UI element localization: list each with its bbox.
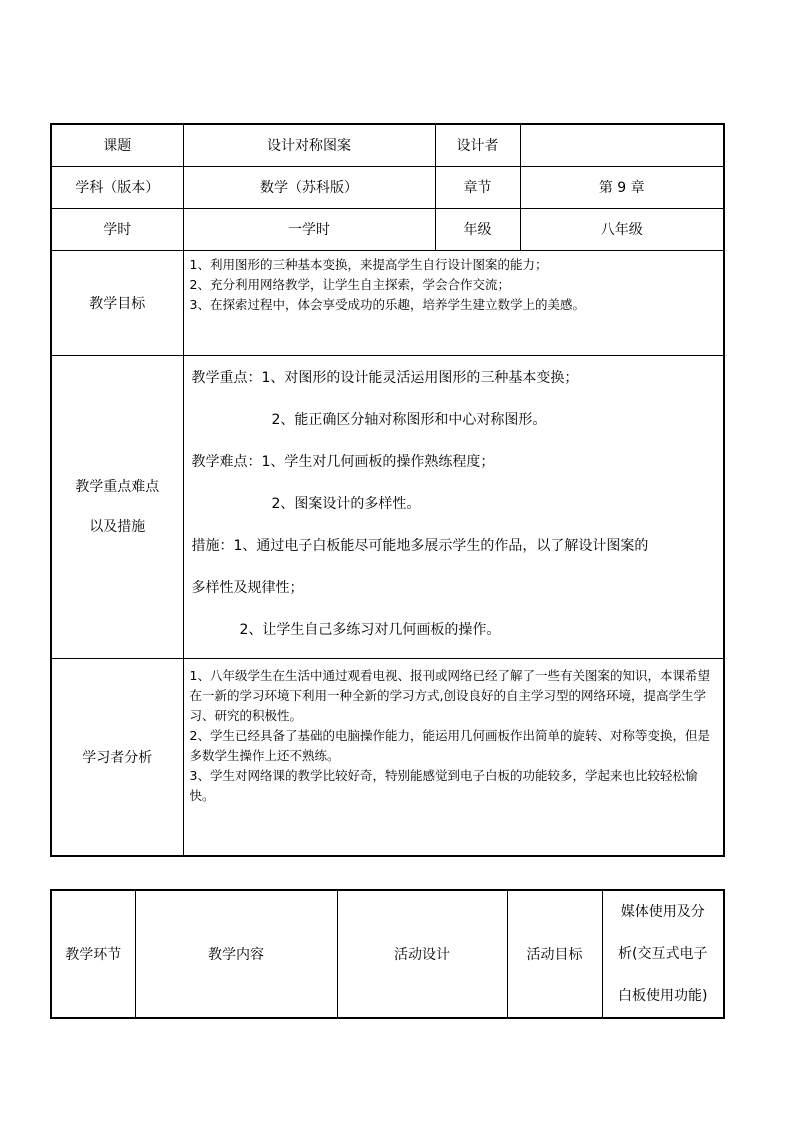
content-header: 教学内容: [135, 890, 337, 1018]
hours-label: 学时: [51, 208, 183, 250]
measure-line: 2、让学生自己多练习对几何画板的操作。: [239, 621, 501, 638]
keypoints-label: [51, 355, 183, 658]
chapter-label: 章节: [435, 166, 520, 208]
goal-item: 1、利用图形的三种基本变换，来提高学生自行设计图案的能力；: [189, 256, 548, 272]
difficulty-line: 教学难点：1、学生对几何画板的操作熟练程度；: [191, 453, 495, 470]
media-header-line: 媒体使用及分: [620, 904, 705, 920]
goals-content: [183, 250, 724, 355]
hours-value: 一学时: [183, 208, 435, 250]
designer-label: 设计者: [435, 124, 520, 166]
learner-item: 2、学生已经具备了基础的电脑操作能力，能运用几何画板作出简单的旋转、对称等变换，但是多数学生操作上还不熟练。: [189, 727, 710, 763]
measure-line: 措施：1、通过电子白板能尽可能地多展示学生的作品，以了解设计图案的: [191, 537, 649, 554]
media-header: [602, 890, 724, 1018]
subject-label: 学科（版本）: [51, 166, 183, 208]
grade-value: 八年级: [520, 208, 724, 250]
goal-item: 3、在探索过程中，体会享受成功的乐趣，培养学生建立数学上的美感。: [189, 296, 585, 312]
subject-value: 数学（苏科版）: [183, 166, 435, 208]
topic-label: 课题: [51, 124, 183, 166]
grade-label: 年级: [435, 208, 520, 250]
goals-label: 教学目标: [51, 250, 183, 355]
focus-line: 教学重点：1、对图形的设计能灵活运用图形的三种基本变换；: [191, 369, 579, 386]
media-header-line: 析(交互式电子: [618, 946, 708, 962]
phase-header: 教学环节: [51, 890, 135, 1018]
learner-item: 1、八年级学生在生活中通过观看电视、报刊或网络已经了解了一些有关图案的知识，本课希望在一新的学习环境下利用一种全新的学习方式,创设良好的自主学习型的网络环境，提高学生学习、研究的积极性。: [189, 667, 710, 723]
goal-item: 2、充分利用网络教学，让学生自主探索，学会合作交流；: [189, 276, 510, 292]
topic-value: 设计对称图案: [183, 124, 435, 166]
media-header-line: 白板使用功能): [618, 988, 708, 1004]
keypoints-label-line: 以及措施: [89, 518, 146, 535]
chapter-value: 第 9 章: [520, 166, 724, 208]
focus-line: 2、能正确区分轴对称图形和中心对称图形。: [271, 411, 547, 428]
learner-label: 学习者分析: [51, 658, 183, 856]
activity-goal-header: 活动目标: [507, 890, 602, 1018]
measure-line: 多样性及规律性；: [191, 579, 304, 596]
lesson-info-table: [50, 123, 725, 857]
teaching-phase-table: [50, 889, 725, 1019]
learner-content: [183, 658, 724, 856]
activity-design-header: 活动设计: [337, 890, 507, 1018]
keypoints-content: [183, 355, 724, 658]
learner-item: 3、学生对网络课的教学比较好奇，特别能感觉到电子白板的功能较多，学起来也比较轻松愉快。: [189, 767, 698, 803]
difficulty-line: 2、图案设计的多样性。: [271, 495, 421, 512]
keypoints-label-line: 教学重点难点: [75, 478, 160, 495]
designer-value: [520, 124, 724, 166]
